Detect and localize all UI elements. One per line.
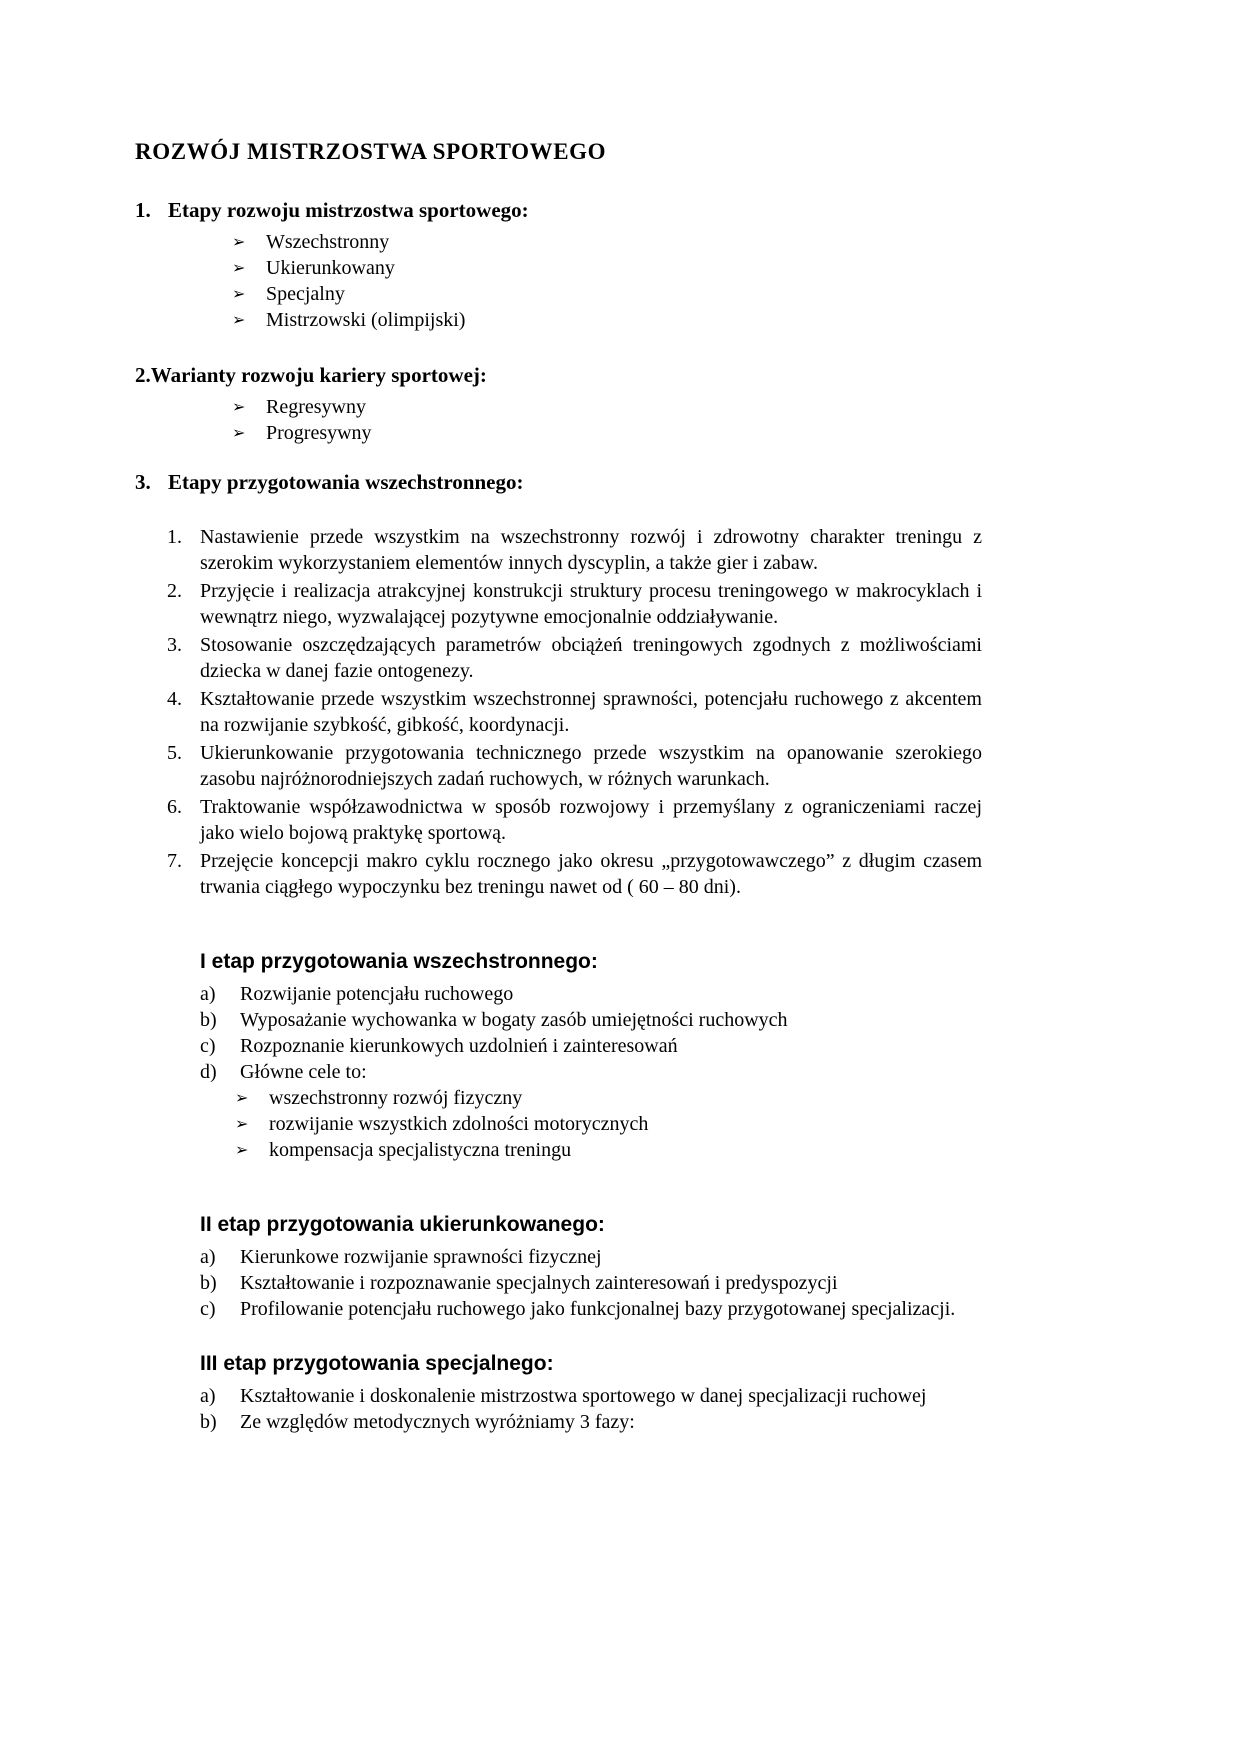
- section-2: [135, 361, 982, 446]
- item-text: Kształtowanie i rozpoznawanie specjalnych zainteresowań i predyspozycji: [240, 1272, 838, 1294]
- section-2-heading: [135, 361, 982, 389]
- item-letter: b): [200, 1009, 217, 1031]
- section-3-heading-row: [135, 468, 982, 496]
- section-3-numbered-list: [135, 524, 982, 900]
- list-item-label: Mistrzowski (olimpijski): [266, 309, 466, 331]
- item-number: 4.: [167, 688, 182, 710]
- arrow-bullet-icon: ➢: [235, 1088, 249, 1107]
- item-number: 3.: [167, 634, 182, 656]
- item-text: Przejęcie koncepcji makro cyklu rocznego jako okresu „przygotowawczego” z długim czasem trwania ciągłego wypoczynku bez treningu nawet od ( 60 – 80 dni).: [200, 850, 982, 898]
- item-text: Stosowanie oszczędzających parametrów obciążeń treningowych zgodnych z możliwościami dziecka w danej fazie ontogenezy.: [200, 634, 982, 682]
- stage-1-goal-list: [135, 1085, 982, 1163]
- item-text: Traktowanie współzawodnictwa w sposób rozwojowy i przemyślany z ograniczeniami raczej jako wielo bojową praktykę sportową.: [200, 796, 982, 844]
- arrow-bullet-icon: ➢: [235, 1114, 249, 1133]
- list-item: [235, 1137, 982, 1163]
- lettered-item: [200, 1033, 982, 1059]
- item-number: 1.: [167, 526, 182, 548]
- section-3-heading: [135, 468, 982, 496]
- stage-2-heading: II etap przygotowania ukierunkowanego:: [200, 1213, 605, 1236]
- section-2-list: [135, 394, 982, 446]
- item-text: Rozpoznanie kierunkowych uzdolnień i zainteresowań: [240, 1035, 678, 1057]
- section-1: [135, 196, 982, 333]
- item-letter: a): [200, 983, 216, 1005]
- list-item: [232, 255, 982, 281]
- item-text: Rozwijanie potencjału ruchowego: [240, 983, 514, 1005]
- arrow-bullet-icon: ➢: [232, 397, 246, 416]
- list-item: [232, 394, 982, 420]
- item-text: Kierunkowe rozwijanie sprawności fizycznej: [240, 1246, 602, 1268]
- lettered-item: [200, 1059, 982, 1085]
- lettered-item: [200, 981, 982, 1007]
- arrow-bullet-icon: ➢: [232, 232, 246, 251]
- list-item: [232, 420, 982, 446]
- section-2-title: 2.Warianty rozwoju kariery sportowej:: [135, 363, 487, 387]
- section-1-number: 1.: [135, 198, 151, 222]
- item-letter: c): [200, 1035, 216, 1057]
- list-item-label: rozwijanie wszystkich zdolności motorycznych: [269, 1113, 649, 1135]
- item-letter: a): [200, 1385, 216, 1407]
- lettered-item: [200, 1244, 982, 1270]
- numbered-item: [167, 686, 982, 738]
- arrow-bullet-icon: ➢: [235, 1140, 249, 1159]
- arrow-bullet-icon: ➢: [232, 284, 246, 303]
- item-text: Nastawienie przede wszystkim na wszechstronny rozwój i zdrowotny charakter treningu z szerokim wykorzystaniem elementów innych dyscyplin, a także gier i zabaw.: [200, 526, 982, 574]
- lettered-item: [200, 1270, 982, 1296]
- list-item-label: Regresywny: [266, 396, 366, 418]
- lettered-item: [200, 1409, 982, 1435]
- numbered-item: [167, 524, 982, 576]
- numbered-item: [167, 740, 982, 792]
- stage-3-heading: III etap przygotowania specjalnego:: [200, 1352, 554, 1375]
- section-3-title: Etapy przygotowania wszechstronnego:: [168, 470, 524, 494]
- list-item-label: Progresywny: [266, 422, 372, 444]
- list-item-label: Ukierunkowany: [266, 257, 395, 279]
- list-item-label: Specjalny: [266, 283, 345, 305]
- list-item: [235, 1111, 982, 1137]
- item-text: Profilowanie potencjału ruchowego jako funkcjonalnej bazy przygotowanej specjalizacji.: [240, 1298, 956, 1320]
- lettered-item: [200, 1007, 982, 1033]
- stage-2-section: [135, 1211, 982, 1322]
- arrow-bullet-icon: ➢: [232, 258, 246, 277]
- list-item-label: kompensacja specjalistyczna treningu: [269, 1139, 572, 1161]
- section-1-title: Etapy rozwoju mistrzostwa sportowego:: [168, 198, 529, 222]
- list-item-label: wszechstronny rozwój fizyczny: [269, 1087, 523, 1109]
- stage-3-section: [135, 1350, 982, 1435]
- list-item: [235, 1085, 982, 1111]
- item-number: 7.: [167, 850, 182, 872]
- lettered-item: [200, 1296, 982, 1322]
- list-item: [232, 307, 982, 333]
- item-number: 5.: [167, 742, 182, 764]
- item-letter: a): [200, 1246, 216, 1268]
- item-text: Przyjęcie i realizacja atrakcyjnej konstrukcji struktury procesu treningowego w makrocyklach i wewnątrz niego, wyzwalającej pozytywne emocjonalnie oddziaływanie.: [200, 580, 982, 628]
- list-item: [232, 281, 982, 307]
- item-text: Kształtowanie i doskonalenie mistrzostwa sportowego w danej specjalizacji ruchowej: [240, 1385, 927, 1407]
- numbered-item: [167, 794, 982, 846]
- numbered-item: [167, 578, 982, 630]
- item-text: Główne cele to:: [240, 1061, 367, 1083]
- numbered-item: [167, 632, 982, 684]
- section-1-list: [135, 229, 982, 333]
- item-number: 6.: [167, 796, 182, 818]
- item-letter: d): [200, 1061, 217, 1083]
- list-item-label: Wszechstronny: [266, 231, 390, 253]
- section-3-number: 3.: [135, 470, 151, 494]
- item-text: Ze względów metodycznych wyróżniamy 3 fazy:: [240, 1411, 635, 1433]
- numbered-item: [167, 848, 982, 900]
- arrow-bullet-icon: ➢: [232, 423, 246, 442]
- item-text: Kształtowanie przede wszystkim wszechstronnej sprawności, potencjału ruchowego z akcentem na rozwijanie szybkość, gibkość, koordynacji.: [200, 688, 982, 736]
- lettered-item: [200, 1383, 982, 1409]
- item-text: Ukierunkowanie przygotowania technicznego przede wszystkim na opanowanie szerokiego zasobu najróżnorodniejszych zadań ruchowych, w różnych warunkach.: [200, 742, 982, 790]
- item-letter: c): [200, 1298, 216, 1320]
- stage-1-section: [135, 948, 982, 1163]
- stage-1-heading: I etap przygotowania wszechstronnego:: [200, 950, 598, 973]
- list-item: [232, 229, 982, 255]
- item-number: 2.: [167, 580, 182, 602]
- section-1-heading: [135, 196, 982, 224]
- item-text: Wyposażanie wychowanka w bogaty zasób umiejętności ruchowych: [240, 1009, 788, 1031]
- arrow-bullet-icon: ➢: [232, 310, 246, 329]
- item-letter: b): [200, 1411, 217, 1433]
- document-title: ROZWÓJ MISTRZOSTWA SPORTOWEGO: [135, 139, 607, 164]
- item-letter: b): [200, 1272, 217, 1294]
